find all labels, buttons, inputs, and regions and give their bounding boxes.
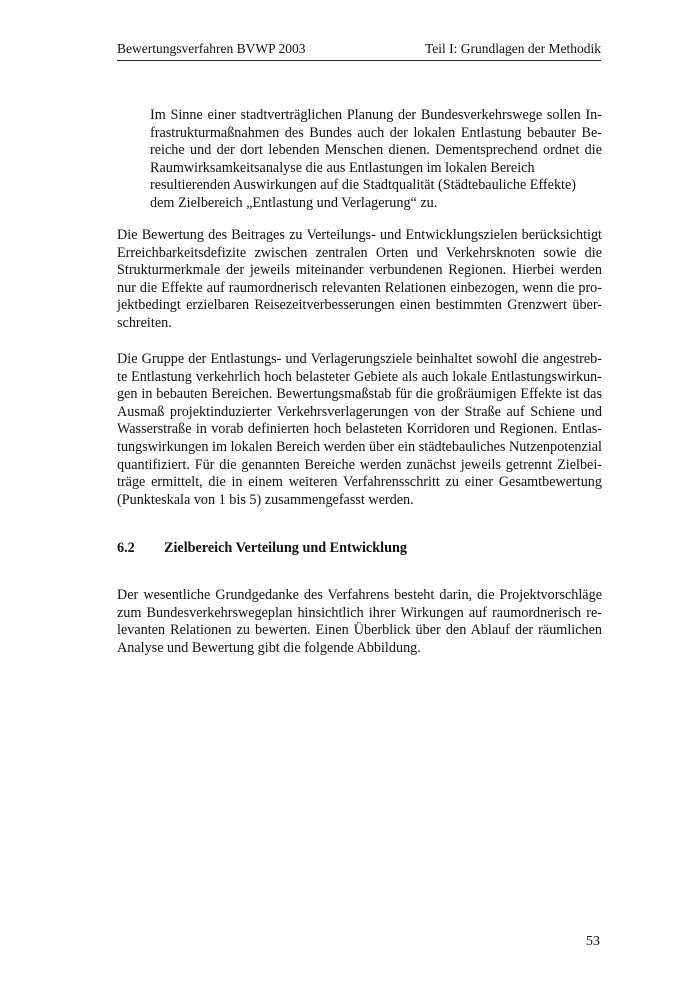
text-line: schreiten. <box>117 314 172 331</box>
text-line: gen in bebauten Bereichen. Bewertungsmaßstab für die großräumigen Effekte ist das <box>117 386 602 403</box>
text-line: Strukturmerkmale der jeweils miteinander verbundenen Regionen. Hierbei werden <box>117 262 602 279</box>
text-line: Im Sinne einer stadtverträglichen Planung der Bundesverkehrswege sollen In- <box>150 107 602 123</box>
indented-paragraph <box>150 107 602 213</box>
text-line: reiche und der dort lebenden Menschen dienen. Dementsprechend ordnet die <box>150 142 602 159</box>
text-line: Ausmaß projektinduzierter Verkehrsverlagerungen von der Straße auf Schiene und <box>117 403 602 420</box>
text-line: nur die Effekte auf raumordnerisch relevanten Relationen einbezogen, wenn die pro- <box>117 279 602 296</box>
paragraph-relief-goals <box>117 351 602 509</box>
text-line: te Entlastung verkehrlich hoch belasteter Gebiete als auch lokale Entlastungswirkun- <box>117 368 602 385</box>
text-line: Raumwirksamkeitsanalyse die aus Entlastungen im lokalen Bereich <box>150 159 535 176</box>
paragraph-distribution-goals <box>117 227 602 333</box>
text-line: (Punkteskala von 1 bis 5) zusammengefasst werden. <box>117 491 414 508</box>
section-heading <box>117 540 602 557</box>
section-title: Zielbereich Verteilung und Entwicklung <box>164 540 407 556</box>
text-line: Wasserstraße in vorab definierten hoch belasteten Korridoren und Regionen. Entlas- <box>117 421 602 438</box>
text-line: levanten Relationen zu bewerten. Einen Überblick über den Ablauf der räumlichen <box>117 622 602 639</box>
text-line: Analyse und Bewertung gibt die folgende Abbildung. <box>117 639 421 656</box>
section-number: 6.2 <box>117 540 135 556</box>
text-line: frastrukturmaßnahmen des Bundes auch der lokalen Entlastung bebauter Be- <box>150 124 602 141</box>
text-line: Die Bewertung des Beitrages zu Verteilungs- und Entwicklungszielen berücksichtigt <box>117 227 602 243</box>
text-line: Der wesentliche Grundgedanke des Verfahrens besteht darin, die Projektvorschläge <box>117 587 602 603</box>
page-number: 53 <box>586 934 600 949</box>
text-line: Die Gruppe der Entlastungs- und Verlagerungsziele beinhaltet sowohl die angestreb- <box>117 351 602 367</box>
text-line: zum Bundesverkehrswegeplan hinsichtlich ihrer Wirkungen auf raumordnerisch re- <box>117 604 602 621</box>
paragraph-section-intro <box>117 587 602 657</box>
text-line: Erreichbarkeitsdefizite zwischen zentralen Orten und Verkehrsknoten sowie die <box>117 244 602 261</box>
header-part-title: Teil I: Grundlagen der Methodik <box>424 41 601 56</box>
text-line: resultierenden Auswirkungen auf die Stadtqualität (Städtebauliche Effekte) <box>150 177 577 194</box>
header-document-title: Bewertungsverfahren BVWP 2003 <box>117 41 306 56</box>
text-line: dem Zielbereich „Entlastung und Verlagerung“ zu. <box>150 194 438 211</box>
running-header <box>117 40 601 61</box>
text-line: jektbedingt erzielbaren Reisezeitverbesserungen einen bestimmten Grenzwert über- <box>117 297 602 314</box>
text-line: träge ermittelt, die in einem weiteren Verfahrensschritt zu einer Gesamtbewertung <box>117 474 602 491</box>
text-line: tungswirkungen im lokalen Bereich werden über ein städtebauliches Nutzenpotenzial <box>117 438 602 455</box>
text-line: quantifiziert. Für die genannten Bereiche werden zunächst jeweils getrennt Zielbei- <box>117 456 602 473</box>
